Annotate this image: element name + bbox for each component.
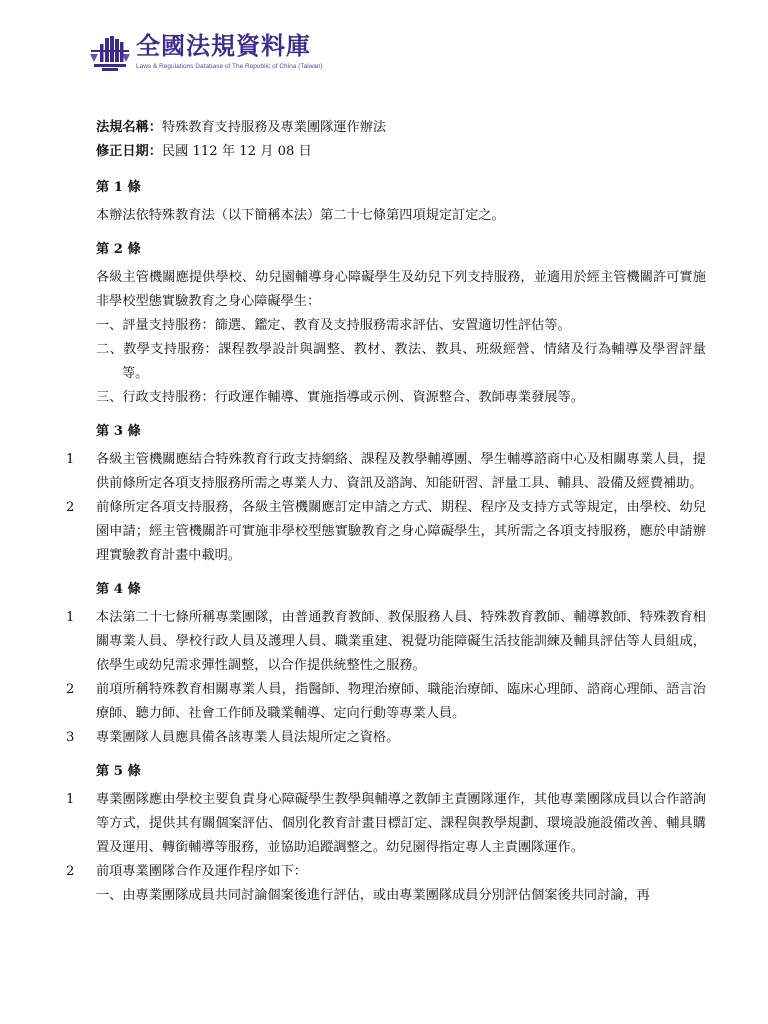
amend-date-value: 民國 112 年 12 月 08 日 — [161, 144, 312, 159]
paragraph-text: 前項所稱特殊教育相關專業人員，指醫師、物理治療師、職能治療師、臨床心理師、諮商心理師、語言治療師、聽力師、社會工作師及職業輔導、定向行動等專業人員。 — [96, 682, 706, 721]
paragraph-text: 前項專業團隊合作及運作程序如下： — [96, 864, 307, 879]
law-content — [66, 116, 706, 908]
paragraph-text: 前條所定各項支持服務，各級主管機關應訂定申請之方式、期程、程序及支持方式等規定，由學校、幼兒園申請；經主管機關許可實施非學校型態實驗教育之身心障礙學生，其所需之各項支持服務，應於申請辦理實驗教育計畫中載明。 — [96, 500, 706, 563]
article-title: 第 1 條 — [96, 180, 141, 195]
article-1 — [96, 176, 706, 228]
article-paragraph: 各級主管機關應提供學校、幼兒園輔導身心障礙學生及幼兒下列支持服務，並適用於經主管機關許可實施非學校型態實驗教育之身心障礙學生： — [96, 270, 706, 309]
article-paragraph — [66, 788, 706, 860]
site-subtitle: Laws & Regulations Database of The Republic of China (Taiwan) — [136, 63, 323, 70]
site-header — [88, 30, 323, 78]
article-5 — [66, 760, 706, 908]
article-paragraph — [66, 860, 706, 884]
paragraph-number: 3 — [66, 730, 75, 745]
article-paragraph: 本辦法依特殊教育法（以下簡稱本法）第二十七條第四項規定訂定之。 — [96, 208, 505, 223]
article-title: 第 3 條 — [96, 424, 141, 439]
list-item: 二、教學支持服務：課程教學設計與調整、教材、教法、教具、班級經營、情緒及行為輔導及學習評量等。 — [96, 342, 706, 381]
amend-date-label: 修正日期： — [96, 144, 162, 159]
paragraph-number: 1 — [66, 792, 75, 807]
site-title: 全國法規資料庫 — [136, 32, 311, 60]
article-4 — [66, 578, 706, 750]
law-database-logo-icon — [88, 32, 132, 76]
article-paragraph — [66, 448, 706, 496]
paragraph-number: 2 — [66, 682, 75, 697]
paragraph-number: 2 — [66, 500, 75, 515]
paragraph-number: 1 — [66, 452, 75, 467]
article-title: 第 5 條 — [96, 764, 141, 779]
paragraph-text: 本法第二十七條所稱專業團隊，由普通教育教師、教保服務人員、特殊教育教師、輔導教師、特殊教育相關專業人員、學校行政人員及護理人員、職業重建、視覺功能障礙生活技能訓練及輔具評估等人員組成，依學生或幼兒需求彈性調整，以合作提供統整性之服務。 — [96, 610, 706, 673]
paragraph-number: 1 — [66, 610, 75, 625]
article-paragraph — [66, 678, 706, 726]
article-paragraph — [66, 726, 706, 750]
law-name-line — [96, 116, 706, 140]
article-paragraph — [66, 496, 706, 568]
paragraph-text: 各級主管機關應結合特殊教育行政支持網絡、課程及教學輔導團、學生輔導諮商中心及相關專業人員，提供前條所定各項支持服務所需之專業人力、資訊及諮詢、知能研習、評量工具、輔具、設備及經費補助。 — [96, 452, 706, 491]
article-paragraph — [66, 606, 706, 678]
paragraph-number: 2 — [66, 864, 75, 879]
article-3 — [66, 420, 706, 568]
list-item: 一、由專業團隊成員共同討論個案後進行評估，或由專業團隊成員分別評估個案後共同討論，再 — [96, 888, 650, 903]
paragraph-text: 專業團隊人員應具備各該專業人員法規所定之資格。 — [96, 730, 400, 745]
list-item: 三、行政支持服務：行政運作輔導、實施指導或示例、資源整合、教師專業發展等。 — [96, 390, 584, 405]
paragraph-text: 專業團隊應由學校主要負責身心障礙學生教學與輔導之教師主責團隊運作，其他專業團隊成員以合作諮詢等方式，提供其有關個案評估、個別化教育計畫目標訂定、課程與教學規劃、環境設施設備改善、輔具購置及運用、轉銜輔導等服務，並協助追蹤調整之。幼兒園得指定專人主責團隊運作。 — [96, 792, 706, 855]
article-2 — [96, 238, 706, 410]
list-item: 一、評量支持服務：篩選、鑑定、教育及支持服務需求評估、安置適切性評估等。 — [96, 318, 571, 333]
law-name-value: 特殊教育支持服務及專業團隊運作辦法 — [161, 120, 387, 135]
law-name-label: 法規名稱： — [96, 120, 162, 135]
article-title: 第 4 條 — [96, 582, 141, 597]
article-title: 第 2 條 — [96, 242, 141, 257]
amend-date-line — [96, 140, 706, 164]
